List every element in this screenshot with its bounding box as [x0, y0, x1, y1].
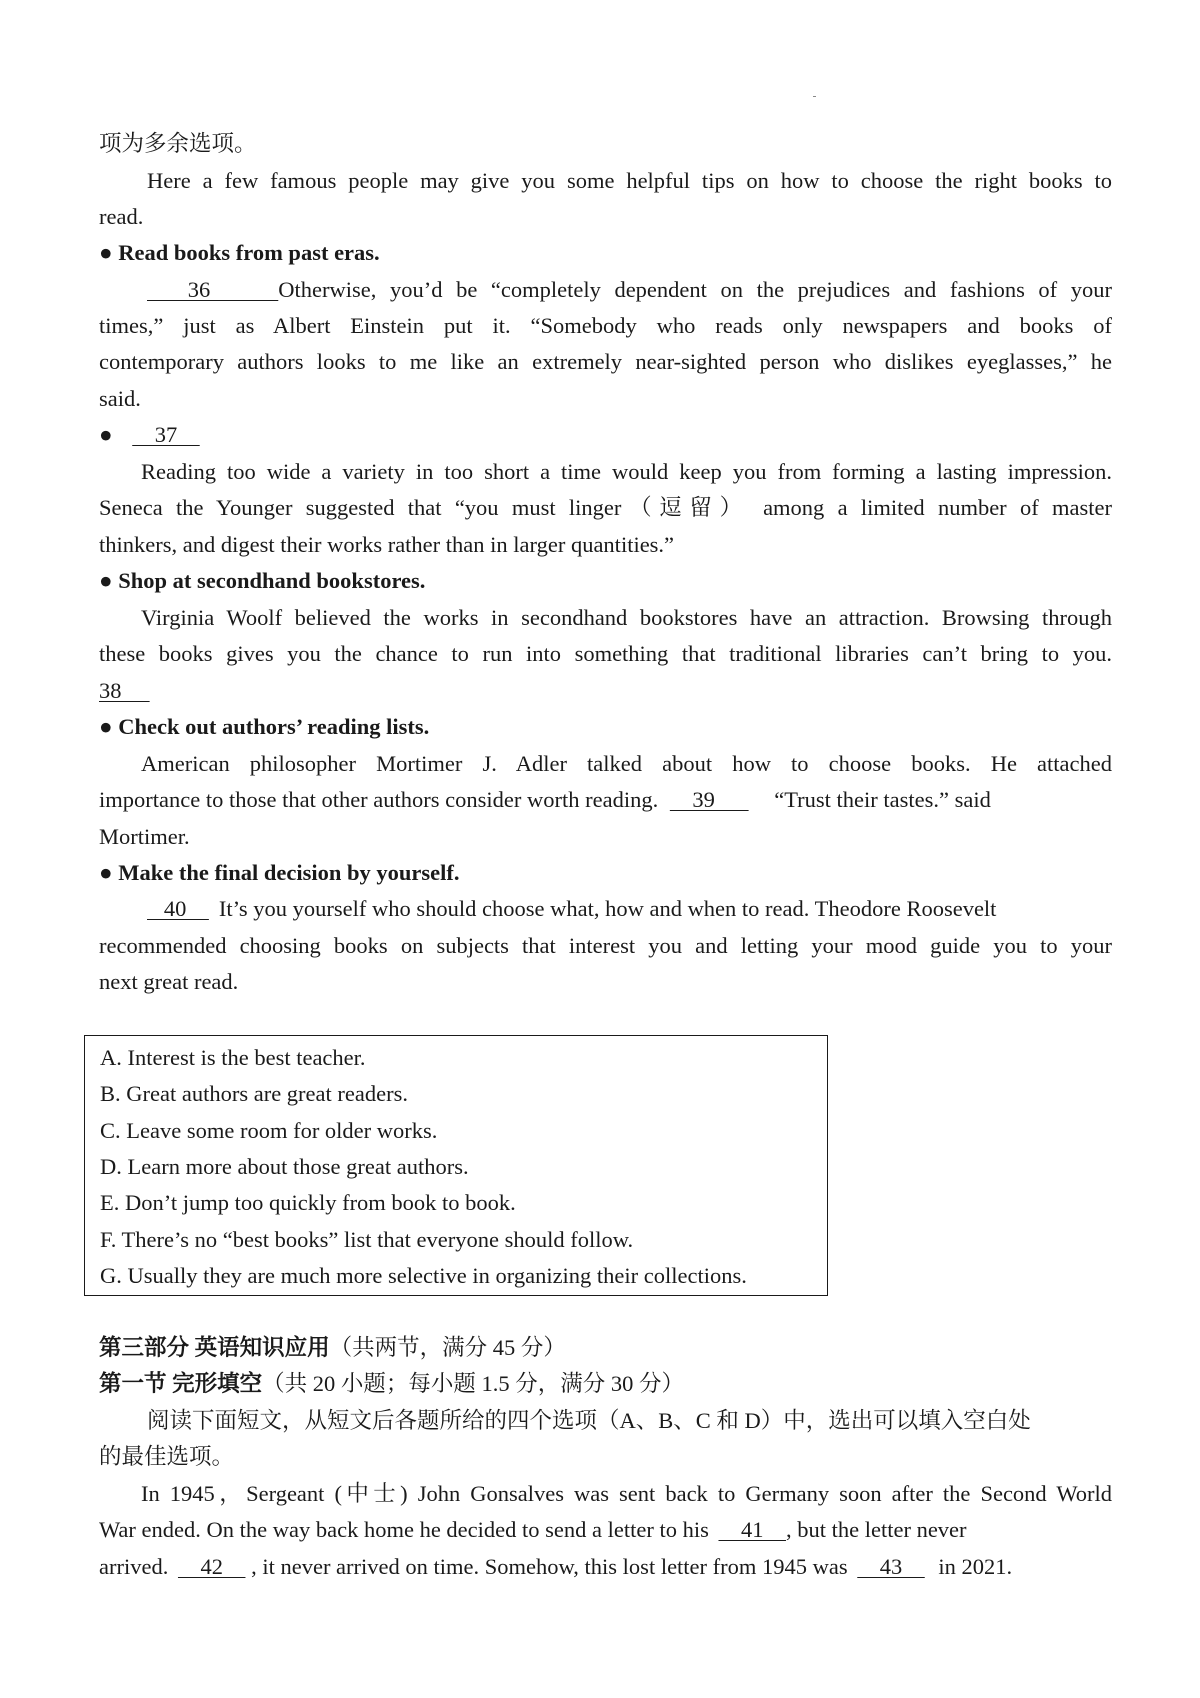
intro-line-2: read. — [99, 204, 144, 229]
para-2-line-1: Reading too wide a variety in too short a time would keep you from forming a lasting impression. — [141, 459, 1112, 484]
cloze-line-3 — [99, 1549, 1112, 1585]
para-1-line-3: contemporary authors looks to me like an extremely near-sighted person who dislikes eyeglasses,” he — [99, 349, 1112, 374]
heading-final-decision: ● Make the final decision by yourself. — [99, 860, 460, 885]
para-2-line-2: Seneca the Younger suggested that “you must linger（逗留） among a limited number of master — [99, 495, 1112, 520]
blank-39: 39 — [669, 787, 749, 812]
para-4-line-1: American philosopher Mortimer J. Adler talked about how to choose books. He attached — [141, 751, 1112, 776]
part3-title-rest: （共两节，满分 45 分） — [329, 1335, 566, 1360]
options-box — [84, 1035, 828, 1296]
cloze-line-3-b: , it never arrived on time. Somehow, this lost letter from 1945 was — [251, 1554, 848, 1579]
para-3-line-3 — [99, 673, 1112, 709]
intro-line-1: Here a few famous people may give you some helpful tips on how to choose the right books to — [147, 168, 1112, 193]
option-b: B. Great authors are great readers. — [100, 1081, 408, 1106]
blank-36: 36 — [147, 277, 279, 302]
section1-title — [99, 1366, 1112, 1402]
option-d: D. Learn more about those great authors. — [100, 1154, 469, 1179]
option-g: G. Usually they are much more selective in organizing their collections. — [100, 1263, 747, 1288]
heading-37 — [99, 417, 1112, 453]
heading-reading-lists: ● Check out authors’ reading lists. — [99, 714, 430, 739]
blank-43: 43 — [857, 1554, 925, 1579]
cloze-line-3-c: in 2021. — [938, 1554, 1013, 1579]
para-5-line-2: recommended choosing books on subjects that interest you and letting your mood guide you to your — [99, 933, 1112, 958]
para-4-line-2 — [99, 782, 1112, 818]
option-f: F. There’s no “best books” list that everyone should follow. — [100, 1227, 634, 1252]
para-4-line-2-pre: importance to those that other authors consider worth reading. — [99, 787, 659, 812]
part3-title — [99, 1330, 1112, 1366]
cloze-line-2 — [99, 1512, 1112, 1548]
blank-37: 37 — [132, 422, 200, 447]
para-4-line-3: Mortimer. — [99, 824, 190, 849]
cloze-line-1: In 1945，Sergeant (中士) John Gonsalves was sent back to Germany soon after the Second World — [141, 1481, 1112, 1506]
option-c: C. Leave some room for older works. — [100, 1118, 438, 1143]
para-3-line-1: Virginia Woolf believed the works in secondhand bookstores have an attraction. Browsing through — [141, 605, 1112, 630]
heading-secondhand: ● Shop at secondhand bookstores. — [99, 568, 426, 593]
blank-40: 40 — [147, 896, 209, 921]
bullet: ● — [99, 422, 113, 447]
para-4-line-2-post: “Trust their tastes.” said — [774, 787, 991, 812]
cloze-line-2-post: , but the letter never — [785, 1517, 967, 1542]
instructions-line-1: 阅读下面短文，从短文后各题所给的四个选项（A、B、C 和 D）中，选出可以填入空白处 — [147, 1408, 1031, 1433]
instruction-tail: 项为多余选项。 — [99, 131, 257, 156]
para-5-line-3: next great read. — [99, 969, 239, 994]
blank-42: 42 — [177, 1554, 246, 1579]
part3-title-bold: 第三部分 英语知识应用 — [99, 1335, 330, 1360]
blank-41: 41 — [718, 1517, 786, 1542]
option-a: A. Interest is the best teacher. — [100, 1045, 366, 1070]
blank-38: 38 — [99, 678, 150, 703]
section1-title-rest: （共 20 小题；每小题 1.5 分，满分 30 分） — [262, 1371, 685, 1396]
cloze-line-3-a: arrived. — [99, 1554, 169, 1579]
cloze-line-2-pre: War ended. On the way back home he decided to send a letter to his — [99, 1517, 709, 1542]
para-2-line-3: thinkers, and digest their works rather than in larger quantities.” — [99, 532, 675, 557]
heading-past-eras: ● Read books from past eras. — [99, 240, 380, 265]
scan-speck — [813, 96, 816, 97]
option-e: E. Don’t jump too quickly from book to book. — [100, 1190, 516, 1215]
section1-title-bold: 第一节 完形填空 — [99, 1371, 263, 1396]
para-3-line-2: these books gives you the chance to run into something that traditional libraries can’t bring to you. — [99, 641, 1112, 666]
para-5-line-1 — [99, 891, 1112, 927]
para-5-line-1-text: It’s you yourself who should choose what, how and when to read. Theodore Roosevelt — [218, 896, 997, 921]
para-1-line-4: said. — [99, 386, 141, 411]
para-1-line-1-text: Otherwise, you’d be “completely dependent on the prejudices and fashions of your — [278, 277, 1113, 302]
para-1-line-2: times,” just as Albert Einstein put it. “Somebody who reads only newspapers and books of — [99, 313, 1112, 338]
para-1-line-1 — [99, 272, 1112, 308]
instructions-line-2: 的最佳选项。 — [99, 1444, 235, 1469]
